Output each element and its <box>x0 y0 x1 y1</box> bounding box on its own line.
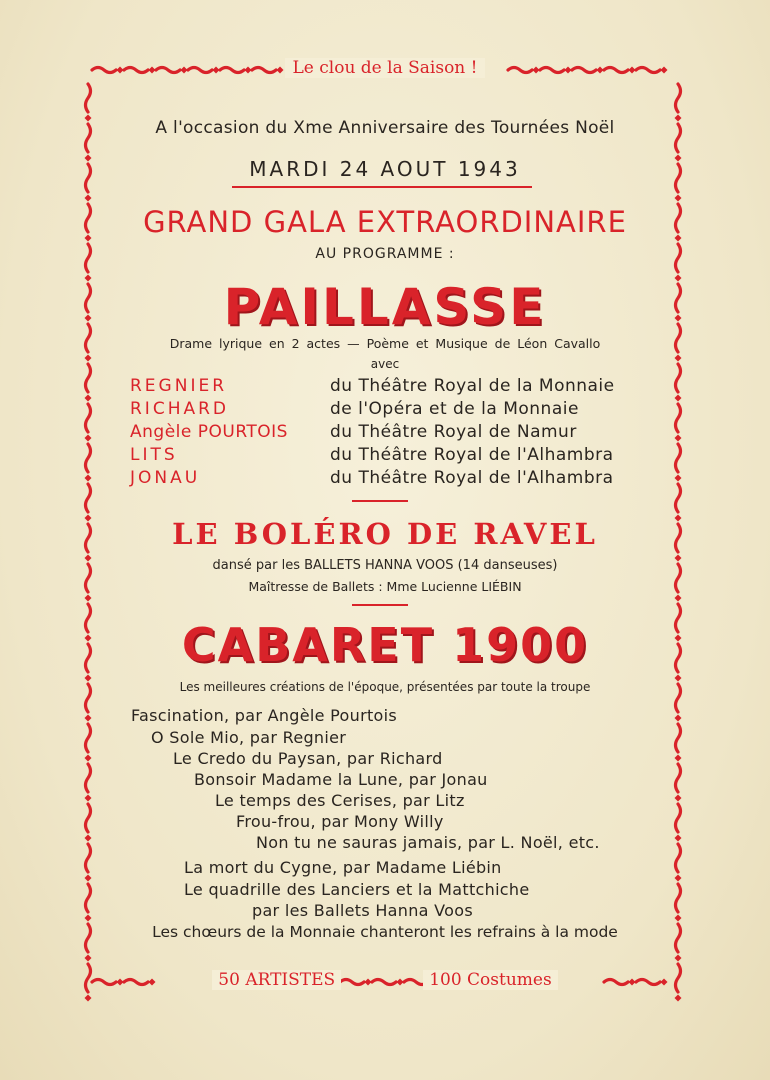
border-wave <box>676 804 681 832</box>
cast-name: JONAU <box>130 468 201 488</box>
song-item: O Sole Mio, par Regnier <box>151 728 347 747</box>
choeurs-note: Les chœurs de la Monnaie chanteront les refrains à la mode <box>152 923 618 941</box>
cast-theatre: du Théâtre Royal de la Monnaie <box>330 376 615 396</box>
song-item: par les Ballets Hanna Voos <box>252 901 473 920</box>
border-diamond <box>675 915 682 922</box>
border-diamond <box>675 195 682 202</box>
border-wave <box>86 724 91 752</box>
border-diamond <box>85 795 92 802</box>
costumes-count: 100 Costumes <box>423 970 558 990</box>
border-diamond <box>85 955 92 962</box>
border-wave <box>676 84 681 112</box>
gala-title: GRAND GALA EXTRAORDINAIRE <box>143 205 627 239</box>
cast-name: REGNIER <box>130 376 228 396</box>
cast-row <box>130 422 650 445</box>
border-diamond <box>85 835 92 842</box>
border-wave <box>86 844 91 872</box>
song-item: Non tu ne sauras jamais, par L. Noël, etc. <box>256 833 600 852</box>
border-diamond <box>85 715 92 722</box>
cast-name: LITS <box>130 445 178 465</box>
border-wave <box>676 844 681 872</box>
border-wave <box>676 764 681 792</box>
cast-name: Angèle POURTOIS <box>130 422 288 442</box>
border-diamond <box>85 435 92 442</box>
section-divider <box>352 500 408 502</box>
header-tag: Le clou de la Saison ! <box>0 58 770 78</box>
song-item: Bonsoir Madame la Lune, par Jonau <box>194 770 488 789</box>
cabaret-title: CABARET 1900 <box>181 618 589 672</box>
border-diamond <box>675 435 682 442</box>
cast-name: RICHARD <box>130 399 230 419</box>
border-diamond <box>675 715 682 722</box>
border-wave <box>86 804 91 832</box>
border-wave <box>86 484 91 512</box>
cast-row <box>130 445 650 468</box>
song-item: Le Credo du Paysan, par Richard <box>173 749 443 768</box>
border-diamond <box>675 595 682 602</box>
cabaret-subtitle: Les meilleures créations de l'époque, présentées par toute la troupe <box>179 680 591 694</box>
artists-count: 50 ARTISTES <box>212 970 341 990</box>
border-diamond <box>675 795 682 802</box>
border-diamond <box>85 755 92 762</box>
border-wave <box>676 724 681 752</box>
song-item: Frou-frou, par Mony Willy <box>236 812 444 831</box>
opera-title: PAILLASSE <box>223 278 547 336</box>
occasion-line: A l'occasion du Xme Anniversaire des Tournées Noël <box>155 118 615 138</box>
border-wave <box>676 484 681 512</box>
border-diamond <box>85 395 92 402</box>
avec-label: avec <box>370 357 400 371</box>
border-wave <box>676 884 681 912</box>
cast-theatre: de l'Opéra et de la Monnaie <box>330 399 579 419</box>
cast-row <box>130 468 650 491</box>
event-date: MARDI 24 AOUT 1943 <box>249 157 521 181</box>
border-diamond <box>85 915 92 922</box>
song-item: Fascination, par Angèle Pourtois <box>131 706 397 725</box>
border-diamond <box>85 875 92 882</box>
border-diamond <box>85 595 92 602</box>
bolero-dancers: dansé par les BALLETS HANNA VOOS (14 danseuses) <box>212 558 558 573</box>
border-diamond <box>675 955 682 962</box>
footer-tags <box>0 970 770 990</box>
border-diamond <box>675 835 682 842</box>
border-diamond <box>675 755 682 762</box>
cast-theatre: du Théâtre Royal de l'Alhambra <box>330 445 614 465</box>
border-diamond <box>85 995 92 1002</box>
cast-row <box>130 399 650 422</box>
bolero-title: LE BOLÉRO DE RAVEL <box>172 517 598 551</box>
border-wave <box>676 404 681 432</box>
border-wave <box>86 84 91 112</box>
border-diamond <box>675 475 682 482</box>
border-wave <box>86 444 91 472</box>
border-diamond <box>85 475 92 482</box>
ballet-mistress: Maîtresse de Ballets : Mme Lucienne LIÉBIN <box>248 579 522 594</box>
section-divider <box>352 604 408 606</box>
border-diamond <box>675 395 682 402</box>
border-wave <box>86 764 91 792</box>
cast-list <box>130 376 650 491</box>
song-item: Le quadrille des Lanciers et la Mattchiche <box>184 880 530 899</box>
border-diamond <box>675 875 682 882</box>
border-diamond <box>675 995 682 1002</box>
border-wave <box>676 444 681 472</box>
song-item: Le temps des Cerises, par Litz <box>215 791 465 810</box>
date-underline <box>232 186 532 188</box>
border-wave <box>86 884 91 912</box>
cast-row <box>130 376 650 399</box>
cast-theatre: du Théâtre Royal de l'Alhambra <box>330 468 614 488</box>
border-wave <box>86 404 91 432</box>
song-item: La mort du Cygne, par Madame Liébin <box>184 858 502 877</box>
opera-subtitle: Drame lyrique en 2 actes — Poème et Musique de Léon Cavallo <box>169 336 601 351</box>
border-diamond <box>85 195 92 202</box>
programme-label: AU PROGRAMME : <box>315 246 455 262</box>
cast-theatre: du Théâtre Royal de Namur <box>330 422 577 442</box>
